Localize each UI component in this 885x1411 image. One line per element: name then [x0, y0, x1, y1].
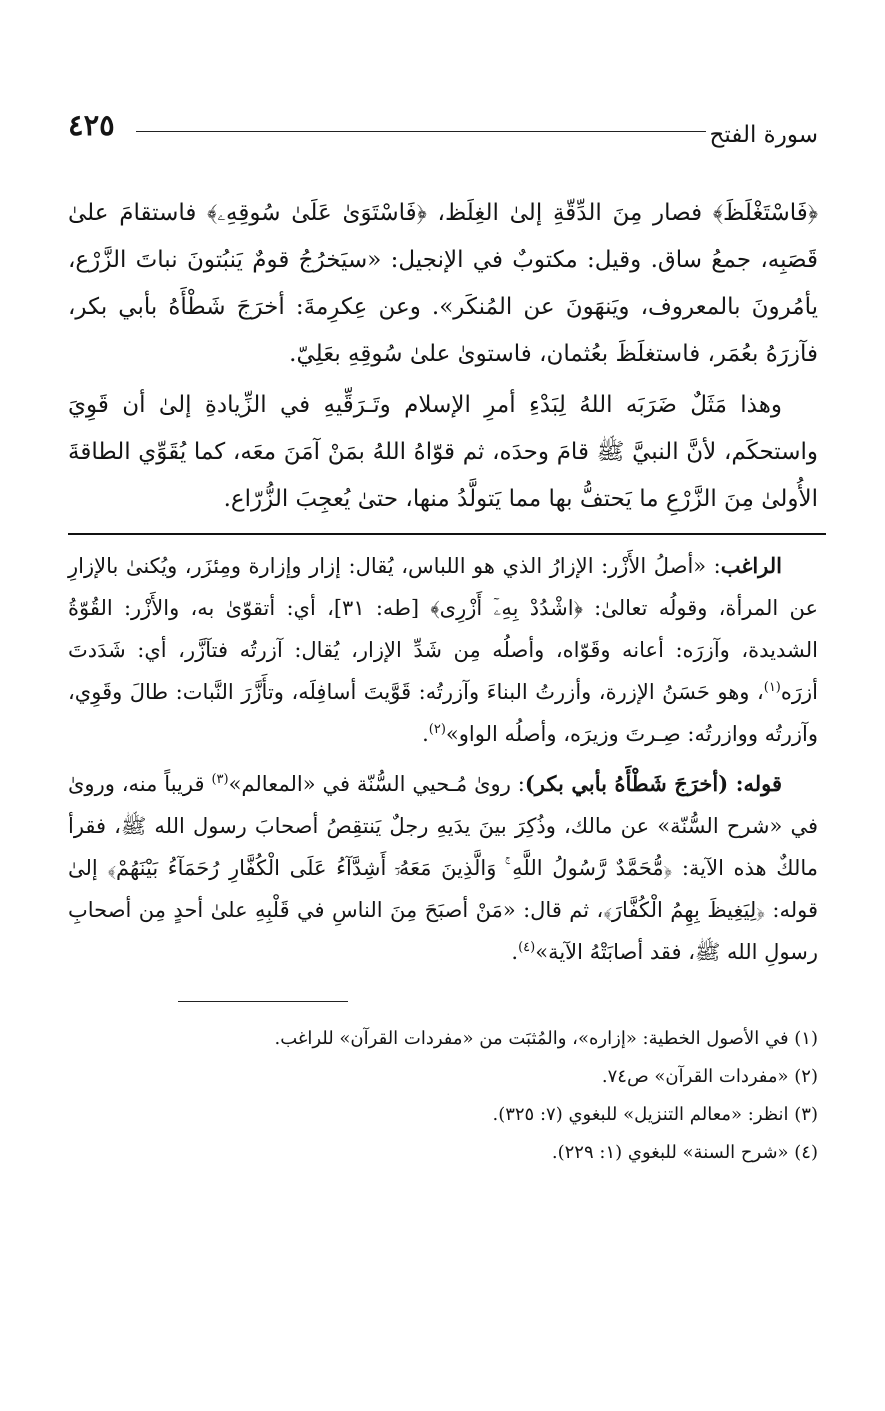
- commentary-text: ، وهو حَسَنُ الإزرة، وأزرتُ البناءَ وآزرتُه: قَوَّيتَ أسافِلَه، وتأَزَّرَ النَّبات: طالَ وقَوِي، وآزرتُه ووازرتُه: صِـرتَ وزيرَه، وأصلُه الواو»: [68, 680, 818, 746]
- page: [68, 90, 818, 1172]
- main-commentary-divider: [68, 533, 826, 535]
- surah-title: سورة الفتح: [709, 122, 818, 148]
- footnote-2: (٢) «مفردات القرآن» ص٧٤.: [601, 1066, 818, 1087]
- footnote-ref-3[interactable]: (٣): [211, 772, 229, 787]
- commentary-lead-raghib: الراغب: [720, 553, 782, 578]
- footnote-ref-1[interactable]: (١): [763, 680, 781, 695]
- footnote-ref-2[interactable]: (٢): [428, 722, 446, 737]
- footnote-4: (٤) «شرح السنة» للبغوي (١: ٢٢٩).: [551, 1142, 818, 1163]
- commentary-text: : روىٰ مُـحيي السُّنّة في «المعالم»: [228, 772, 525, 796]
- commentary-text: .: [422, 722, 429, 746]
- page-number: ٤٢٥: [68, 108, 115, 142]
- commentary-paragraph-2: [68, 763, 818, 973]
- commentary-text: قريباً منه، وروىٰ في «شرح السُّنّة» عن مالك، وذُكِرَ بينَ يدَيهِ رجلٌ يَنتقِصُ أصحابَ رسول الله ﷺ، فقرأ مالكٌ هذه الآية: ﴿مُّحَمَّدٌ رَّسُولُ اللَّهِ ۚ وَالَّذِينَ مَعَهُۥٓ أَشِدَّآءُ عَلَى الْكُفَّارِ رُحَمَآءُ بَيْنَهُمْ﴾ إلىٰ قوله: ﴿لِيَغِيظَ بِهِمُ الْكُفَّارَ﴾، ثم قال: «مَنْ أصبَحَ مِنَ الناسِ في قَلْبِهِ علىٰ أحدٍ مِن أصحابِ رسولِ الله ﷺ، فقد أصابَتْهُ الآية»: [68, 772, 818, 964]
- commentary-text: : «أصلُ الأَزْر: الإزارُ الذي هو اللباس، يُقال: إزار وإزارة ومِئزَر، ويُكنىٰ بالإزارِ عن المرأة، وقولُه تعالىٰ: ﴿اشْدُدْ بِهِۦٓ أَزْرِى﴾ [طه: ٣١]، أي: أتقوّىٰ به، والأَزْر: القُوّةُ الشديدة، وآزرَه: أعانه وقَوّاه، وأصلُه مِن شَدِّ الإزار، يُقال: آزرتُه فتآزَّر، أي: شَدَدتَ أزرَه: [68, 554, 818, 704]
- footnote-ref-4[interactable]: (٤): [518, 940, 536, 955]
- commentary-text: .: [511, 940, 519, 964]
- header-rule: [136, 131, 706, 132]
- commentary-paragraph-1: [68, 545, 818, 755]
- footnote-1: (١) في الأصول الخطية: «إزاره»، والمُثبَت من «مفردات القرآن» للراغب.: [274, 1028, 818, 1049]
- commentary-lead-qawluh: قوله: (أخرَجَ شَطْأَهُ بأبي بكر): [524, 771, 783, 796]
- footnotes-rule: [178, 1001, 348, 1002]
- main-text: [68, 190, 818, 523]
- main-paragraph-1: ﴿فَاسْتَغْلَظَ﴾ فصار مِنَ الدِّقّةِ إلىٰ الغِلَظ، ﴿فَاسْتَوَىٰ عَلَىٰ سُوقِهِۦ﴾ فاستقامَ علىٰ قَصَبِه، جمعُ ساق. وقيل: مكتوبٌ في الإنجيل: «سيَخرُجُ قومٌ يَنبُتونَ نباتَ الزَّرْع، يأمُرونَ بالمعروف، ويَنهَونَ عن المُنكَر». وعن عِكرِمةَ: أخرَجَ شَطْأَهُ بأبي بكر، فآزرَهُ بعُمَر، فاستغلَظَ بعُثمان، فاستوىٰ علىٰ سُوقِهِ بعَلِيّ.: [68, 200, 818, 367]
- footnotes: [68, 1020, 818, 1172]
- page-header: [68, 90, 818, 150]
- commentary: [68, 545, 818, 973]
- footnote-3: (٣) انظر: «معالم التنزيل» للبغوي (٧: ٣٢٥).: [492, 1104, 818, 1125]
- main-paragraph-2: وهذا مَثَلٌ ضَرَبَه اللهُ لِبَدْءِ أمرِ الإسلام وتَـرَقِّيهِ في الزِّيادةِ إلىٰ أن قَوِيَ واستحكَم، لأنَّ النبيَّ ﷺ قامَ وحدَه، ثم قوّاهُ اللهُ بمَنْ آمَنَ معَه، كما يُقَوِّي الطاقةَ الأُولىٰ مِنَ الزَّرْعِ ما يَحتفُّ بها مما يَتولَّدُ منها، حتىٰ يُعجِبَ الزُّرّاع.: [68, 392, 818, 512]
